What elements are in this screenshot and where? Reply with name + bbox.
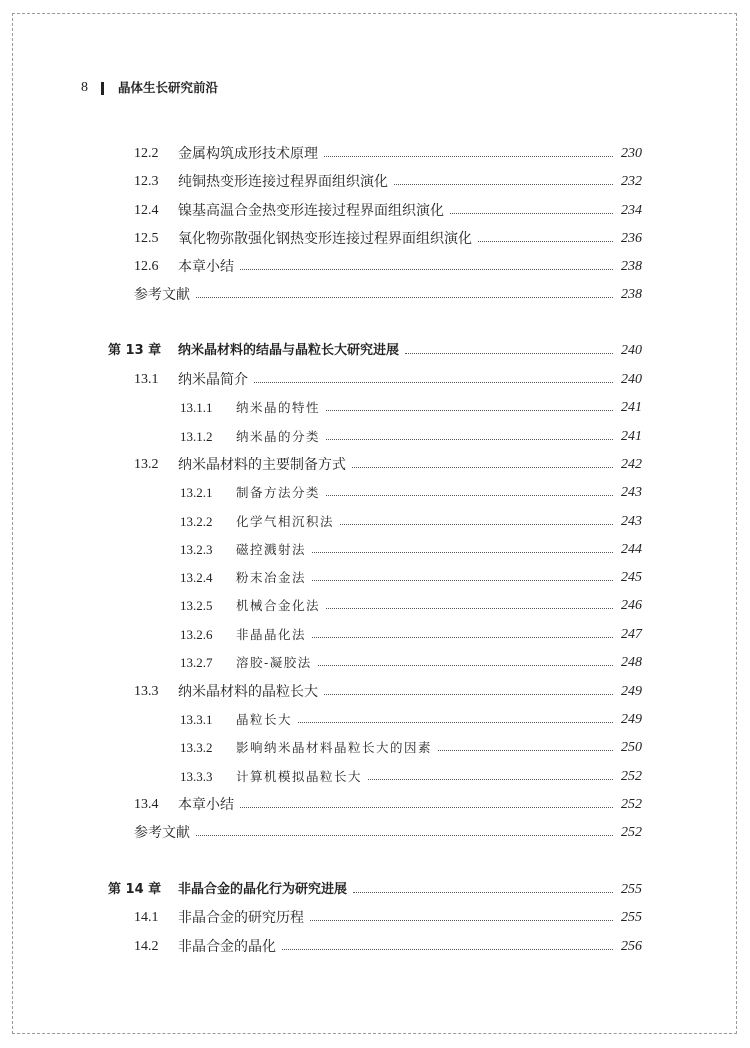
toc-leader-dots [368,779,613,780]
toc-leader-dots [324,156,613,157]
toc-entry-title: 氧化物弥散强化钢热变形连接过程界面组织演化 [178,231,472,247]
toc-entry-page: 249 [621,684,642,699]
toc-entry-page: 255 [621,910,642,925]
toc-entry-number: 13.3 [134,684,159,699]
toc-entry-page: 242 [621,457,642,472]
toc-entry-page: 241 [621,429,642,444]
toc-entry-page: 247 [621,627,642,642]
toc-entry-page: 250 [621,740,642,755]
toc-entry-title: 机械合金化法 [236,598,321,613]
toc-leader-dots [326,495,613,496]
toc-entry-title: 参考文献 [134,825,190,841]
toc-entry[interactable] [0,709,750,731]
toc-leader-dots [298,722,613,723]
toc-entry-title: 非晶合金的晶化行为研究进展 [178,882,348,897]
toc-entry-title: 晶粒长大 [236,712,293,727]
toc-entry-title: 影响纳米晶材料晶粒长大的因素 [236,740,433,755]
toc-entry[interactable] [0,511,750,533]
toc-entry[interactable] [0,794,750,816]
toc-entry[interactable] [0,171,750,193]
toc-entry-number: 13.2.4 [180,570,213,585]
toc-entry-number: 13.2.3 [180,542,213,557]
toc-leader-dots [352,467,613,468]
toc-entry[interactable] [0,454,750,476]
toc-entry-page: 232 [621,174,642,189]
toc-entry-page: 252 [621,769,642,784]
toc-entry-number: 13.2.5 [180,598,213,613]
toc-entry[interactable] [0,200,750,222]
toc-entry-number: 12.2 [134,146,159,161]
toc-leader-dots [240,807,613,808]
toc-entry-title: 纳米晶的分类 [236,429,321,444]
toc-entry-title: 纳米晶材料的晶粒长大 [178,684,318,700]
toc-entry[interactable] [0,595,750,617]
toc-entry-number: 13.3.3 [180,769,213,784]
toc-entry[interactable] [0,766,750,788]
toc-entry-number: 13.2.1 [180,485,213,500]
toc-entry-page: 243 [621,514,642,529]
toc-entry-page: 252 [621,825,642,840]
toc-leader-dots [312,580,613,581]
toc-leader-dots [326,608,613,609]
toc-entry-page: 252 [621,797,642,812]
toc-entry-number: 13.2.7 [180,655,213,670]
toc-entry-page: 236 [621,231,642,246]
toc-entry-title: 本章小结 [178,797,234,813]
toc-entry[interactable] [0,256,750,278]
toc-entry-number: 13.2 [134,457,159,472]
toc-entry[interactable] [0,284,750,306]
book-title: 晶体生长研究前沿 [118,80,219,95]
toc-entry-page: 249 [621,712,642,727]
toc-entry-number: 13.4 [134,797,159,812]
running-head [81,80,218,96]
toc-leader-dots [405,353,613,354]
toc-entry-page: 234 [621,203,642,218]
toc-leader-dots [394,184,613,185]
toc-entry-page: 238 [621,259,642,274]
toc-entry[interactable] [0,539,750,561]
toc-leader-dots [310,920,613,921]
toc-leader-dots [340,524,613,525]
toc-leader-dots [478,241,613,242]
toc-leader-dots [438,750,613,751]
toc-entry[interactable] [0,143,750,165]
toc-entry-title: 非晶晶化法 [236,627,307,642]
toc-leader-dots [318,665,613,666]
toc-entry-number: 14.1 [134,910,159,925]
toc-entry-page: 230 [621,146,642,161]
toc-entry[interactable] [0,936,750,958]
toc-entry[interactable] [0,228,750,250]
toc-entry[interactable] [0,397,750,419]
toc-entry-page: 240 [621,343,642,358]
toc-entry-title: 纳米晶的特性 [236,400,321,415]
toc-entry-title: 制备方法分类 [236,485,321,500]
toc-entry-title: 非晶合金的晶化 [178,939,276,955]
toc-entry-number: 第 14 章 [108,882,162,897]
toc-entry[interactable] [0,822,750,844]
toc-entry[interactable] [0,907,750,929]
toc-entry[interactable] [0,369,750,391]
toc-entry-number: 13.1.1 [180,400,213,415]
toc-leader-dots [450,213,613,214]
toc-entry-title: 纳米晶材料的结晶与晶粒长大研究进展 [178,343,400,358]
toc-leader-dots [312,637,613,638]
toc-entry-page: 240 [621,372,642,387]
toc-entry-number: 13.1 [134,372,159,387]
toc-leader-dots [312,552,613,553]
toc-entry-page: 255 [621,882,642,897]
toc-entry[interactable] [0,737,750,759]
toc-entry-number: 12.5 [134,231,159,246]
toc-entry-number: 12.6 [134,259,159,274]
toc-entry-page: 248 [621,655,642,670]
toc-entry-title: 化学气相沉积法 [236,514,335,529]
toc-entry-title: 参考文献 [134,287,190,303]
toc-entry-page: 256 [621,939,642,954]
toc-entry-title: 非晶合金的研究历程 [178,910,304,926]
toc-entry-title: 镍基高温合金热变形连接过程界面组织演化 [178,203,444,219]
toc-entry-number: 13.1.2 [180,429,213,444]
page-number: 8 [81,80,88,95]
toc-entry[interactable] [0,681,750,703]
toc-leader-dots [282,949,613,950]
toc-chapter-entry[interactable] [0,879,750,901]
toc-leader-dots [254,382,613,383]
toc-entry-page: 246 [621,598,642,613]
toc-entry-number: 13.3.1 [180,712,213,727]
toc-entry-title: 磁控溅射法 [236,542,307,557]
toc-entry-number: 12.3 [134,174,159,189]
toc-entry-title: 纯铜热变形连接过程界面组织演化 [178,174,388,190]
toc-entry-number: 13.2.6 [180,627,213,642]
toc-entry[interactable] [0,652,750,674]
toc-entry-title: 计算机模拟晶粒长大 [236,769,363,784]
toc-entry-page: 238 [621,287,642,302]
toc-entry[interactable] [0,482,750,504]
toc-leader-dots [324,694,613,695]
header-divider [101,82,104,95]
toc-entry-page: 244 [621,542,642,557]
toc-entry-title: 本章小结 [178,259,234,275]
toc-entry-title: 粉末冶金法 [236,570,307,585]
toc-entry[interactable] [0,624,750,646]
toc-entry-title: 溶胶-凝胶法 [236,655,312,670]
toc-entry-number: 12.4 [134,203,159,218]
toc-chapter-entry[interactable] [0,340,750,362]
toc-entry-page: 241 [621,400,642,415]
toc-leader-dots [240,269,613,270]
toc-entry-number: 13.3.2 [180,740,213,755]
toc-leader-dots [196,297,613,298]
toc-entry-number: 第 13 章 [108,343,162,358]
toc-leader-dots [196,835,613,836]
toc-entry-number: 14.2 [134,939,159,954]
toc-entry[interactable] [0,426,750,448]
toc-entry-page: 245 [621,570,642,585]
toc-entry-number: 13.2.2 [180,514,213,529]
toc-entry-title: 纳米晶材料的主要制备方式 [178,457,346,473]
toc-leader-dots [326,410,613,411]
toc-entry-title: 纳米晶简介 [178,372,248,388]
toc-leader-dots [353,892,613,893]
toc-entry-title: 金属构筑成形技术原理 [178,146,318,162]
toc-entry-page: 243 [621,485,642,500]
toc-leader-dots [326,439,613,440]
toc-entry[interactable] [0,567,750,589]
